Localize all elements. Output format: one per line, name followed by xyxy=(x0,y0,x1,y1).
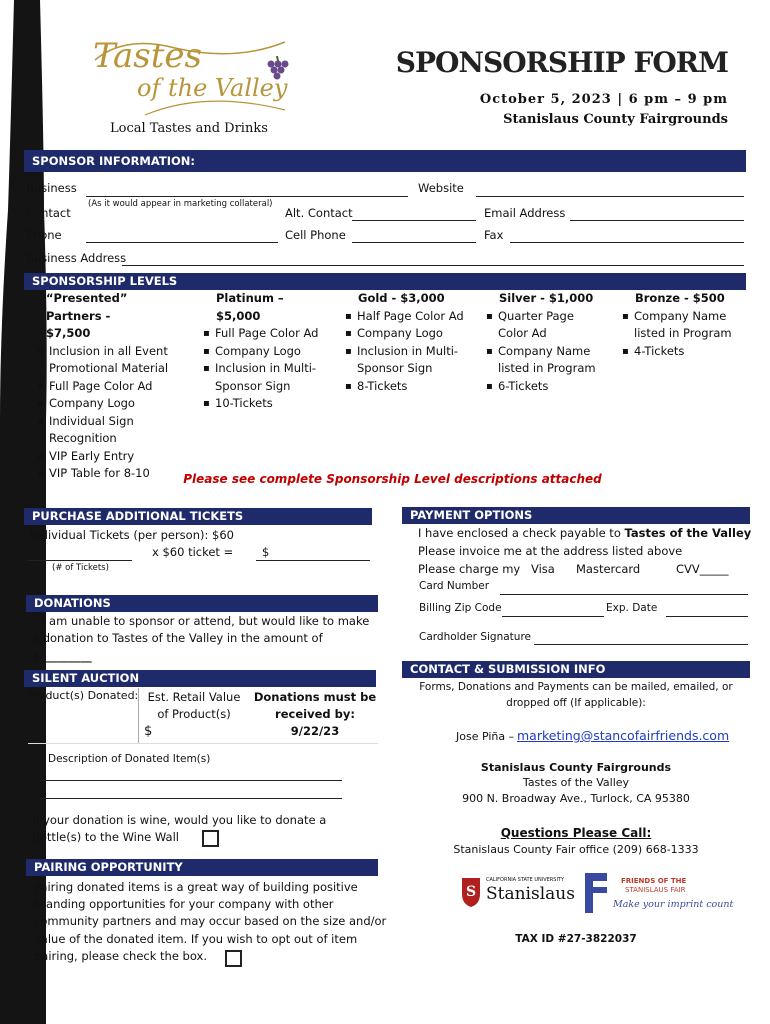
retail-value-label-2: of Product(s) xyxy=(157,707,231,721)
list-item: ▪ 10-Tickets xyxy=(215,395,332,413)
cell-phone-label: Cell Phone xyxy=(285,228,346,242)
email-field[interactable] xyxy=(570,220,744,221)
deadline-date: 9/22/23 xyxy=(290,724,340,738)
description-field-1[interactable] xyxy=(40,780,342,781)
list-item: ▪ Inclusion in all Event Promotional Material xyxy=(49,343,186,378)
list-item: ▪ Company Name listed in Program xyxy=(498,343,600,378)
stanislaus-logo-small: CALIFORNIA STATE UNIVERSITY xyxy=(486,877,565,883)
shield-icon xyxy=(460,876,482,908)
list-item: ▪ Individual Sign Recognition xyxy=(49,413,186,448)
list-item: ▪ VIP Early Entry xyxy=(49,448,186,466)
list-item: ▪ 6-Tickets xyxy=(498,378,600,396)
card-number-label: Card Number xyxy=(419,580,490,592)
contact-email-link[interactable]: marketing@stancofairfriends.com xyxy=(517,728,730,743)
visa-option[interactable]: Visa xyxy=(531,562,555,576)
retail-value-dollar: $ xyxy=(144,724,153,739)
donation-amount-field[interactable]: $_________ xyxy=(32,649,92,663)
list-item: ▪ Company Name listed in Program xyxy=(634,308,736,343)
ticket-total-field[interactable] xyxy=(256,560,370,561)
list-item: ▪ 8-Tickets xyxy=(357,378,474,396)
divider xyxy=(28,743,378,744)
pairing-heading: PAIRING OPPORTUNITY xyxy=(26,859,378,876)
friends-logo-line-1: FRIENDS OF THE xyxy=(621,877,687,885)
alt-contact-field[interactable] xyxy=(352,220,476,221)
levels-note: Please see complete Sponsorship Level descriptions attached xyxy=(183,472,602,486)
contact-heading: CONTACT & SUBMISSION INFO xyxy=(402,661,750,678)
signature-label: Cardholder Signature xyxy=(419,631,531,643)
level-silver xyxy=(485,290,600,395)
level-presented-title: “Presented” Partners - xyxy=(46,291,128,323)
check-payee: Tastes of the Valley xyxy=(624,526,752,540)
exp-date-label: Exp. Date xyxy=(606,602,658,614)
level-presented xyxy=(36,290,186,483)
mail-org: Stanislaus County Fairgrounds xyxy=(480,761,672,774)
billing-zip-label: Billing Zip Code xyxy=(419,602,502,614)
tickets-heading: PURCHASE ADDITIONAL TICKETS xyxy=(24,508,372,525)
individual-tickets-text: Individual Tickets (per person): $60 xyxy=(30,528,234,542)
level-platinum-title: Platinum – $5,000 xyxy=(216,291,284,323)
list-item: ▪ VIP Table for 8-10 xyxy=(49,465,186,483)
list-item: ▪ Company Logo xyxy=(49,395,186,413)
charge-option: Please charge my xyxy=(418,562,521,576)
fax-field[interactable] xyxy=(510,242,744,243)
business-label: Business xyxy=(26,181,77,195)
description-field-2[interactable] xyxy=(40,798,342,799)
pairing-text-4: value of the donated item. If you wish to opt out of item xyxy=(34,932,358,946)
exp-date-field[interactable] xyxy=(666,616,748,617)
billing-zip-field[interactable] xyxy=(502,616,604,617)
level-presented-price: $7,500 xyxy=(46,326,91,340)
alt-contact-label: Alt. Contact xyxy=(285,206,353,220)
deadline-line-1: Donations must be xyxy=(253,690,377,704)
divider xyxy=(138,688,139,744)
contact-person: Jose Piña – xyxy=(456,730,515,743)
fax-label: Fax xyxy=(484,228,504,242)
level-gold-title: Gold - $3,000 xyxy=(358,291,445,305)
donations-text-2: a donation to Tastes of the Valley in the amount of xyxy=(32,631,323,645)
check-option xyxy=(418,526,751,540)
phone-field[interactable] xyxy=(86,242,278,243)
retail-value-label-1: Est. Retail Value xyxy=(147,690,241,704)
stanislaus-logo-name: Stanislaus xyxy=(486,884,575,904)
wine-wall-text-2: Bottle(s) to the Wine Wall xyxy=(32,830,179,844)
pairing-opt-out-checkbox[interactable] xyxy=(225,950,242,967)
list-item: ▪ 4-Tickets xyxy=(634,343,736,361)
sponsorship-levels-heading: SPONSORSHIP LEVELS xyxy=(24,273,746,290)
level-platinum xyxy=(202,290,332,413)
mail-attn: Tastes of the Valley xyxy=(522,776,630,789)
stanislaus-logo xyxy=(460,876,575,912)
cell-phone-field[interactable] xyxy=(352,242,476,243)
list-item: ▪ Half Page Color Ad xyxy=(357,308,474,326)
logo-text-tastes: Tastes xyxy=(93,36,202,76)
brand-logo xyxy=(85,30,295,120)
invoice-option: Please invoice me at the address listed above xyxy=(418,544,683,558)
cvv-field[interactable]: CVV_____ xyxy=(676,562,729,576)
list-item: ▪ Inclusion in Multi-Sponsor Sign xyxy=(215,360,332,395)
mail-address: 900 N. Broadway Ave., Turlock, CA 95380 xyxy=(462,792,690,805)
svg-text:S: S xyxy=(465,884,477,900)
level-silver-title: Silver - $1,000 xyxy=(499,291,594,305)
products-donated-label: Product(s) Donated: xyxy=(28,689,139,702)
ticket-count-field[interactable] xyxy=(28,560,132,561)
pairing-text-1: Pairing donated items is a great way of building positive xyxy=(34,880,358,894)
card-number-field[interactable] xyxy=(500,594,748,595)
contact-text-1: Forms, Donations and Payments can be mailed, emailed, or xyxy=(419,681,733,693)
wine-wall-text-1: If your donation is wine, would you like to donate a xyxy=(32,813,327,827)
tagline: Local Tastes and Drinks xyxy=(110,121,268,136)
questions-heading: Questions Please Call: xyxy=(500,826,652,840)
logo-text-valley: of the Valley xyxy=(137,74,288,102)
friends-logo-f-cut-2 xyxy=(593,893,607,913)
website-label: Website xyxy=(418,181,464,195)
friends-logo-tagline: Make your imprint count xyxy=(613,899,734,910)
level-bronze-title: Bronze - $500 xyxy=(635,291,725,305)
business-field[interactable] xyxy=(86,196,408,197)
list-item: ▪ Company Logo xyxy=(215,343,332,361)
signature-field[interactable] xyxy=(534,644,748,645)
business-note: (As it would appear in marketing collateral) xyxy=(88,199,273,209)
donations-heading: DONATIONS xyxy=(26,595,378,612)
ticket-total-dollar: $ xyxy=(262,545,270,559)
business-address-label: Business Address xyxy=(26,251,127,265)
phone-label: Phone xyxy=(26,228,62,242)
contact-text-2: dropped off (If applicable): xyxy=(506,697,646,709)
form-title: SPONSORSHIP FORM xyxy=(395,46,728,79)
friends-logo xyxy=(585,873,734,915)
wine-wall-checkbox[interactable] xyxy=(202,830,219,847)
ticket-calc-text: x $60 ticket = xyxy=(152,545,234,559)
list-item: ▪ Full Page Color Ad xyxy=(215,325,332,343)
payment-heading: PAYMENT OPTIONS xyxy=(402,507,750,524)
event-venue: Stanislaus County Fairgrounds xyxy=(503,112,728,127)
pairing-text-3: community partners and may occur based on the size and/or xyxy=(34,914,387,928)
list-item: ▪ Quarter Page Color Ad xyxy=(498,308,600,343)
pairing-text-2: branding opportunities for your company with other xyxy=(34,897,334,911)
pairing-text-5: pairing, please check the box. xyxy=(34,949,207,963)
level-bronze xyxy=(621,290,736,360)
mastercard-option[interactable]: Mastercard xyxy=(576,562,641,576)
list-item: ▪ Full Page Color Ad xyxy=(49,378,186,396)
tax-id: TAX ID #27-3822037 xyxy=(515,933,637,945)
level-gold xyxy=(344,290,474,395)
questions-phone: Stanislaus County Fair office (209) 668-1333 xyxy=(453,843,699,856)
friends-logo-line-2: STANISLAUS FAIR xyxy=(625,886,686,894)
contact-label: Contact xyxy=(26,206,71,220)
ticket-count-note: (# of Tickets) xyxy=(52,563,109,573)
friends-logo-f-cut xyxy=(593,881,607,887)
website-field[interactable] xyxy=(476,196,744,197)
sponsor-info-heading: SPONSOR INFORMATION: xyxy=(24,150,746,172)
silent-auction-heading: SILENT AUCTION xyxy=(24,670,376,687)
donations-text-1: I am unable to sponsor or attend, but would like to make xyxy=(42,614,370,628)
check-option-text: I have enclosed a check payable to xyxy=(418,526,625,540)
business-address-field[interactable] xyxy=(122,265,744,266)
list-item: ▪ Company Logo xyxy=(357,325,474,343)
deadline-line-2: received by: xyxy=(275,707,355,721)
description-label: Description of Donated Item(s) xyxy=(48,753,211,765)
event-date: October 5, 2023 | 6 pm – 9 pm xyxy=(479,92,728,107)
email-label: Email Address xyxy=(484,206,566,220)
list-item: ▪ Inclusion in Multi-Sponsor Sign xyxy=(357,343,474,378)
